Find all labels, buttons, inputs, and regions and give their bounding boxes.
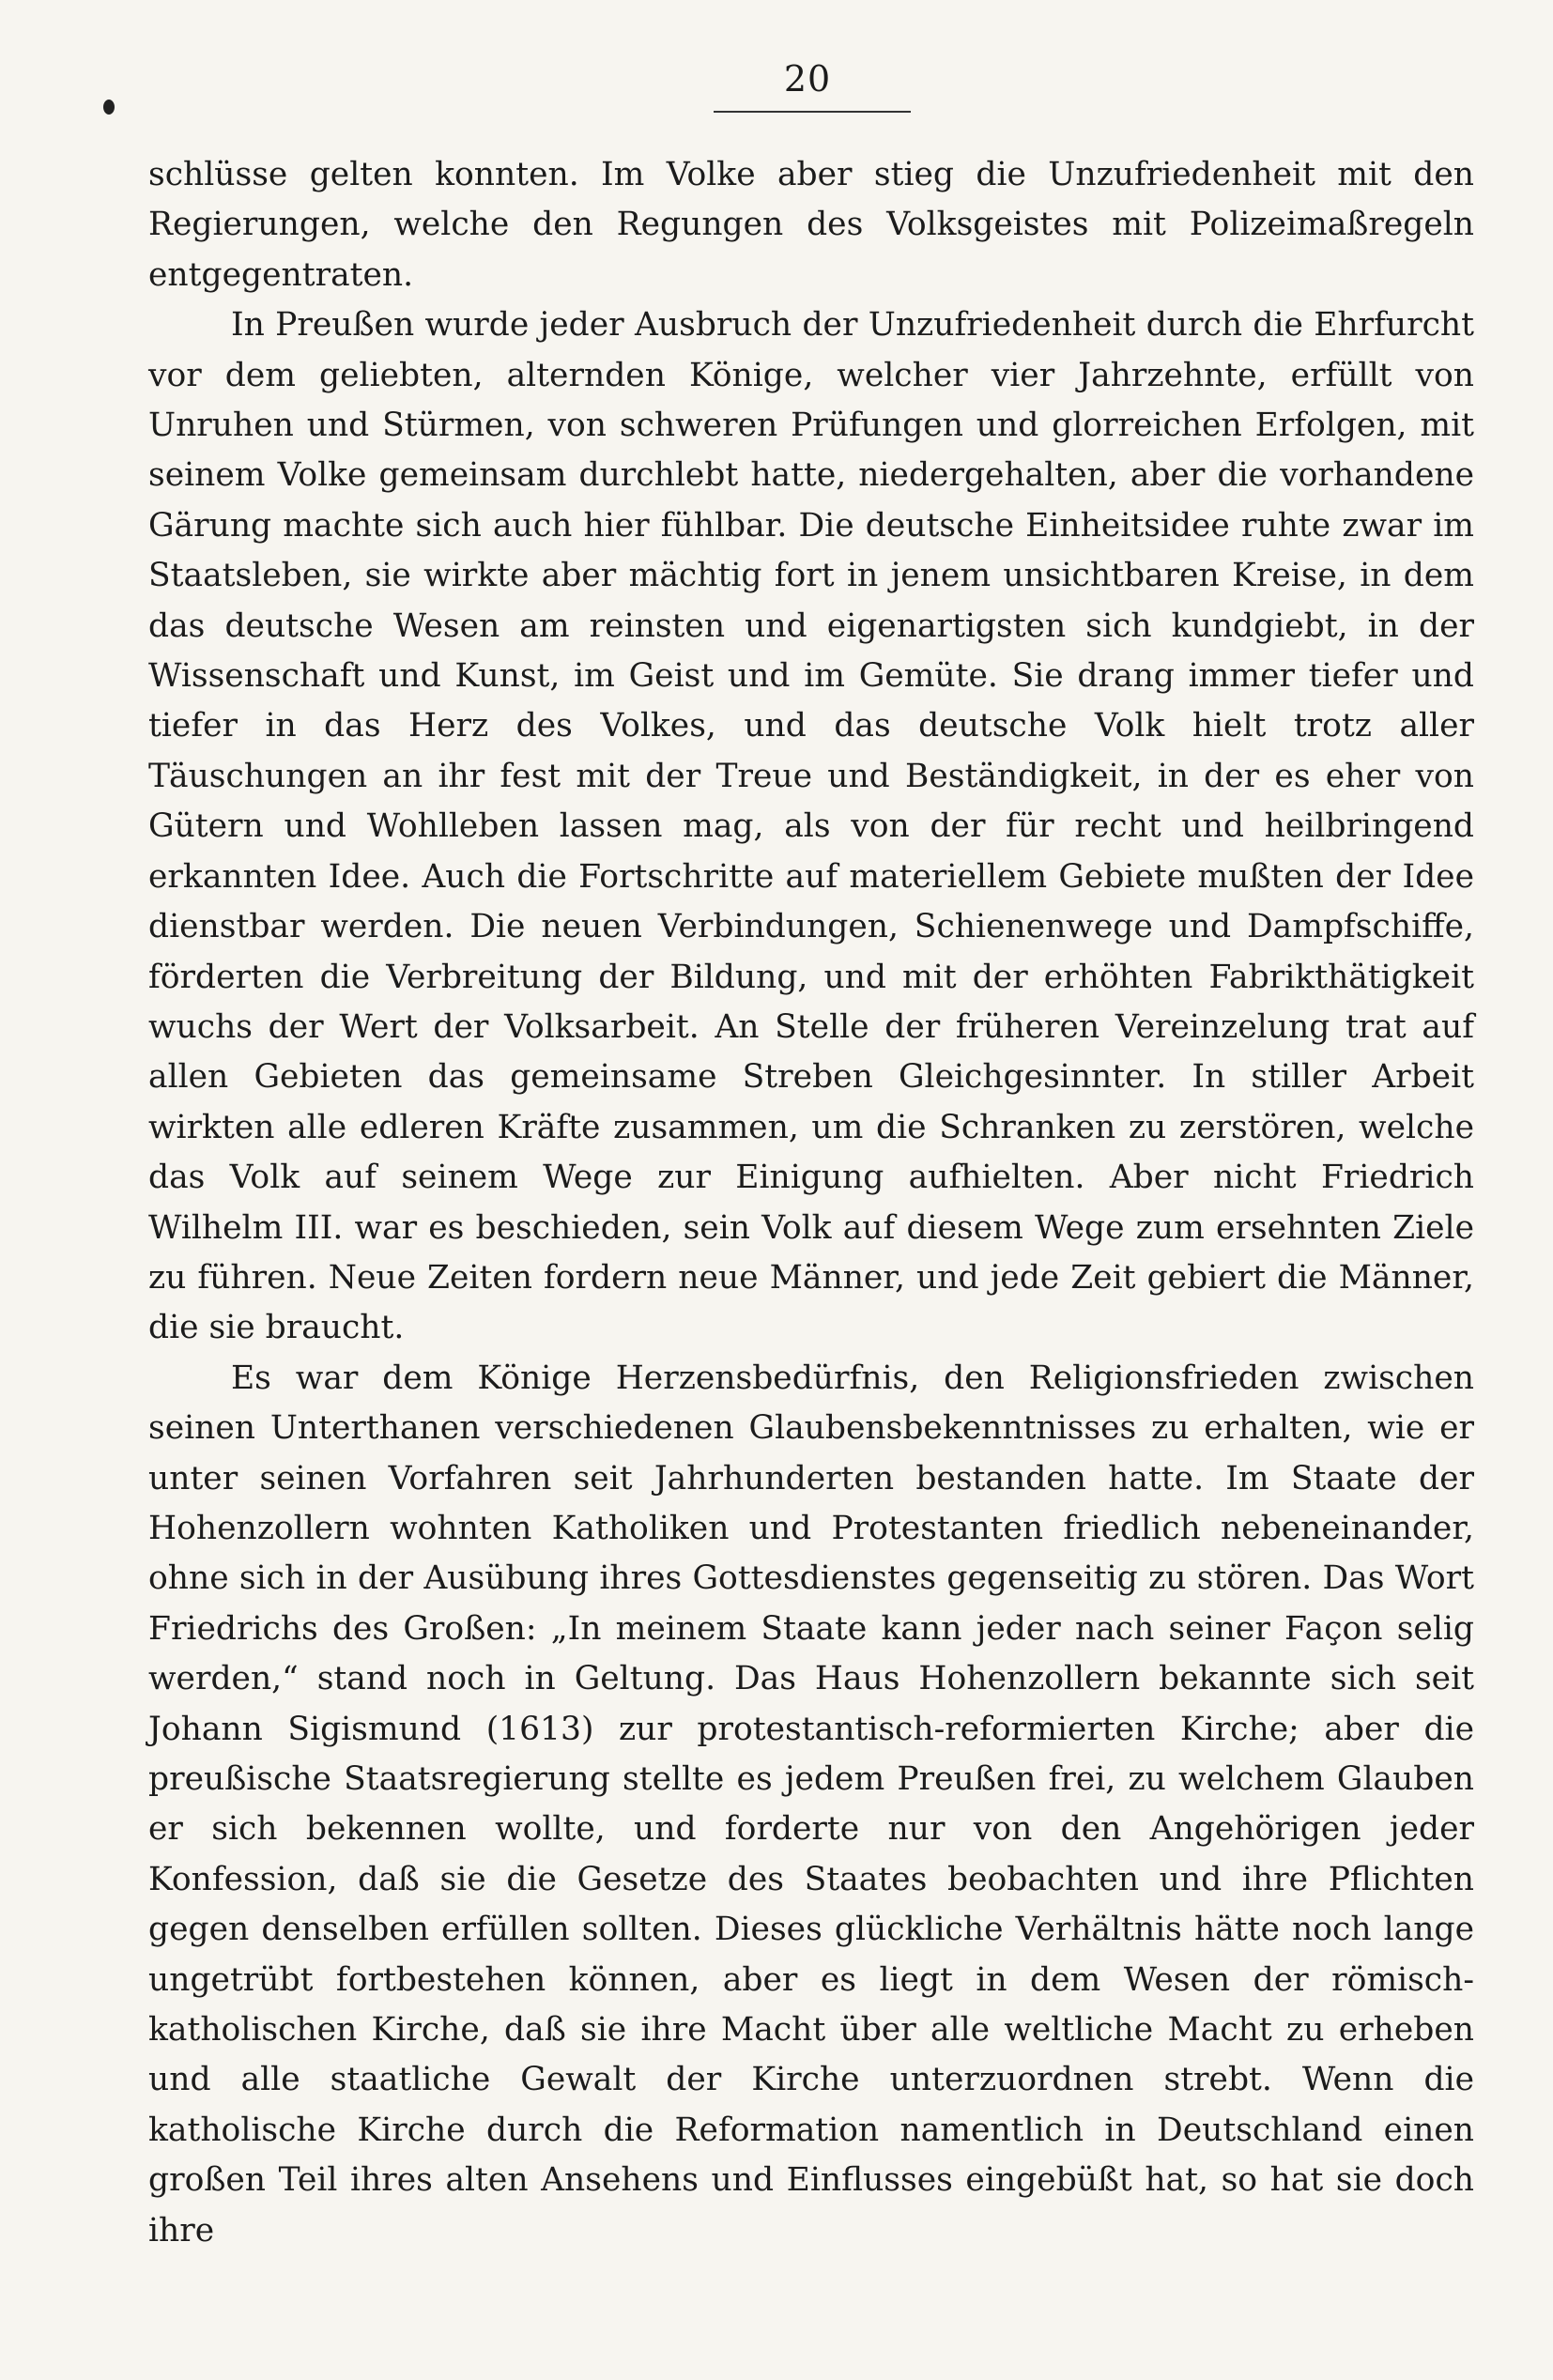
print-speck xyxy=(103,100,115,115)
paragraph-3: Es war dem Könige Herzensbedürfnis, den Religionsfrieden zwischen seinen Unterthanen verschiedenen Glaubensbekenntnisses zu erhalten, wie er unter seinen Vorfahren seit Jahrhunderten bestanden hatte. Im Staate der Hohenzollern wohnten Katholiken und Protestanten friedlich nebeneinander, ohne sich in der Ausübung ihres Gottesdienstes gegenseitig zu stören. Das Wort Friedrichs des Großen: „In meinem Staate kann jeder nach seiner Façon selig werden,“ stand noch in Geltung. Das Haus Hohenzollern bekannte sich seit Johann Sigismund (1613) zur protestantisch-reformierten Kirche; aber die preußische Staatsregierung stellte es jedem Preußen frei, zu welchem Glauben er sich bekennen wollte, und forderte nur von den Angehörigen jeder Konfession, daß sie die Gesetze des Staates beobachten und ihre Pflichten gegen denselben erfüllen sollten. Dieses glückliche Verhältnis hätte noch lange ungetrübt fortbestehen können, aber es liegt in dem Wesen der römisch-katholischen Kirche, daß sie ihre Macht über alle weltliche Macht zu erheben und alle staatliche Gewalt der Kirche unterzuordnen strebt. Wenn die katholische Kirche durch die Reformation namentlich in Deutschland einen großen Teil ihres alten Ansehens und Einflusses eingebüßt hat, so hat sie doch ihre xyxy=(148,1359,1474,2249)
paragraph-2: In Preußen wurde jeder Ausbruch der Unzufriedenheit durch die Ehrfurcht vor dem geliebten, alternden Könige, welcher vier Jahrzehnte, erfüllt von Unruhen und Stürmen, von schweren Prüfungen und glorreichen Erfolgen, mit seinem Volke gemeinsam durchlebt hatte, niedergehalten, aber die vorhandene Gärung machte sich auch hier fühlbar. Die deutsche Einheitsidee ruhte zwar im Staatsleben, sie wirkte aber mächtig fort in jenem unsichtbaren Kreise, in dem das deutsche Wesen am reinsten und eigenartigsten sich kundgiebt, in der Wissenschaft und Kunst, im Geist und im Gemüte. Sie drang immer tiefer und tiefer in das Herz des Volkes, und das deutsche Volk hielt trotz aller Täuschungen an ihr fest mit der Treue und Beständigkeit, in der es eher von Gütern und Wohlleben lassen mag, als von der für recht und heilbringend erkannten Idee. Auch die Fortschritte auf materiellem Gebiete mußten der Idee dienstbar werden. Die neuen Verbindungen, Schienenwege und Dampfschiffe, förderten die Verbreitung der Bildung, und mit der erhöhten Fabrikthätigkeit wuchs der Wert der Volksarbeit. An Stelle der früheren Vereinzelung trat auf allen Gebieten das gemeinsame Streben Gleichgesinnter. In stiller Arbeit wirkten alle edleren Kräfte zusammen, um die Schranken zu zerstören, welche das Volk auf seinem Wege zur Einigung aufhielten. Aber nicht Friedrich Wilhelm III. war es beschieden, sein Volk auf diesem Wege zum ersehnten Ziele zu führen. Neue Zeiten fordern neue Männer, und jede Zeit gebiert die Männer, die sie braucht. xyxy=(148,306,1474,1347)
paragraph-1: schlüsse gelten konnten. Im Volke aber stieg die Unzufriedenheit mit den Regierungen, welche den Regungen des Volksgeistes mit Polizeimaßregeln entgegentraten. xyxy=(148,156,1474,294)
body-text xyxy=(148,150,1474,2256)
page-number: 20 xyxy=(783,58,832,100)
header-rule xyxy=(714,111,911,113)
